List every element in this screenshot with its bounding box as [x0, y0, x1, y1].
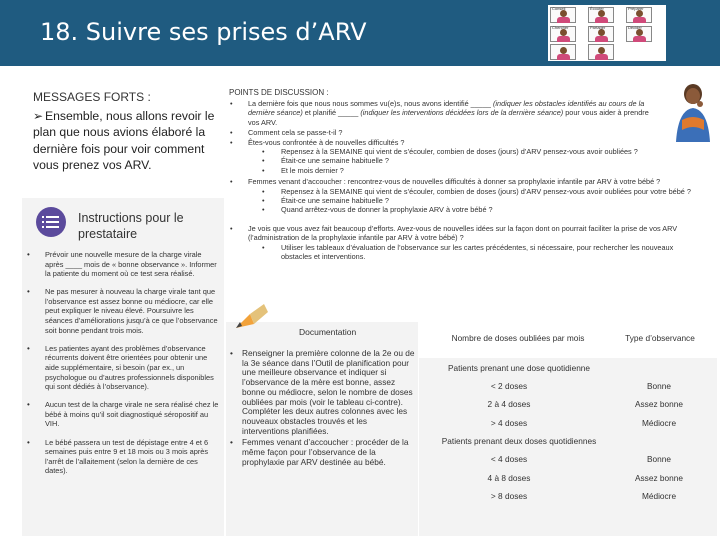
provider-instructions-heading: Instructions pour le prestataire — [78, 211, 184, 241]
thumbnail-label: Écouter — [590, 6, 604, 11]
table-group-double-dose: Patients prenant deux doses quotidiennes — [441, 436, 597, 446]
documentation-heading: Documentation — [299, 327, 357, 337]
thumbnail-7 — [550, 44, 576, 60]
table-cell-doses: > 4 doses — [490, 418, 528, 428]
table-cell-doses: > 8 doses — [490, 491, 528, 501]
documentation-item: • Renseigner la première colonne de la 2e ou de la 3e séance dans l’Outil de planification pour une meilleure observance et indiquer si l’observance de la mère est bonne, assez bonne ou médiocre, selon le nombre de doses oubliées par mois (voir le tableau ci-contre). Compléter les deux autres colonnes avec les nouveaux obstacles trouvés et les interventions planifiées. — [229, 349, 415, 436]
discussion-subpoint: • Utiliser les tableaux d’évaluation de l’observance sur les cartes précédentes, si nécessaire, pour rechercher les nouveaux obstacles et interventions. — [229, 243, 719, 262]
instruction-item: • Ne pas mesurer à nouveau la charge virale tant que l’observance est assez bonne ou médiocre, car elle peut expliquer le niveau élevé. Poursuivre les séances d’améliorations jusqu’à ce que l’observance soit bonne pendant trois mois. — [26, 287, 222, 335]
discussion-points-heading: POINTS DE DISCUSSION : — [229, 88, 329, 97]
thumbnail-8 — [588, 44, 614, 60]
thumbnail-label: Partager — [590, 25, 606, 30]
discussion-subpoint: • Était-ce une semaine habituelle ? — [229, 196, 719, 205]
thumbnail-label: Préparer — [628, 6, 644, 11]
documentation-item: • Femmes venant d’accoucher : procéder de la même façon pour l’observance de la prophylaxie par ARV destinée au bébé. — [229, 438, 415, 467]
key-messages-text — [33, 108, 221, 174]
provider-instructions-list — [26, 250, 222, 484]
table-cell-type: Médiocre — [641, 491, 677, 501]
discussion-subpoint: • Et le mois dernier ? — [229, 166, 719, 175]
discussion-subpoint: • Quand arrêtez-vous de donner la prophylaxie ARV à votre bébé ? — [229, 205, 719, 214]
key-message: Ensemble, nous allons revoir le plan que nous avions élaboré la dernière fois pour voir comment vous prenez vos ARV. — [33, 109, 215, 173]
page-title: 18. Suivre ses prises d’ARV — [40, 18, 367, 46]
counseling-steps-thumbnails — [548, 5, 666, 61]
pencil-icon — [234, 300, 268, 330]
table-cell-doses: < 2 doses — [490, 381, 528, 391]
table-cell-type: Bonne — [647, 381, 671, 391]
discussion-point: • Êtes-vous confrontée à de nouvelles difficultés ? — [229, 138, 719, 147]
discussion-point: • La dernière fois que nous nous sommes vu(e)s, nous avons identifié _____ (indiquer les obstacles identifiés au cours de la dernière séance) et planifié _____ (indiquer les interventions décidées lors de la dernière séance) pour vous aider à prendre vos ARV. — [229, 99, 719, 127]
discussion-subpoint: • Était-ce une semaine habituelle ? — [229, 156, 719, 165]
table-cell-type: Assez bonne — [635, 473, 683, 483]
instruction-item: • Le bébé passera un test de dépistage entre 4 et 6 semaines puis entre 9 et 18 mois ou 3 mois après l’arrêt de l’allaitement (selon la dernière de ces dates). — [26, 438, 222, 476]
instruction-item: • Les patientes ayant des problèmes d’observance récurrents doivent être orientées pour obtenir une aide supplémentaire, si besoin (par ex., un psychologue ou d’autres professionnels disponibles qui sont dédiés à l’observance). — [26, 344, 222, 392]
table-cell-doses: 4 à 8 doses — [487, 473, 531, 483]
thumbnail-label: Décider — [628, 25, 642, 30]
table-group-single-dose: Patients prenant une dose quotidienne — [447, 363, 591, 373]
instruction-item: • Aucun test de la charge virale ne sera réalisé chez le bébé à moins qu’il soit diagnostiqué séropositif au VIH. — [26, 400, 222, 429]
table-cell-type: Bonne — [647, 454, 671, 464]
documentation-list — [229, 349, 415, 469]
thumbnail-label: Conseil — [552, 6, 566, 11]
thumbnail-label: Chercher — [552, 25, 569, 30]
table-cell-doses: < 4 doses — [490, 454, 528, 464]
table-header-doses: Nombre de doses oubliées par mois — [451, 333, 585, 343]
arrow-bullet-icon: ➢ — [33, 109, 44, 123]
table-header-type: Type d’observance — [625, 333, 695, 343]
instruction-item: • Prévoir une nouvelle mesure de la charge virale après ____ mois de « bonne observance ». Informer la patiente du moment où ce test sera réalisé. — [26, 250, 222, 279]
table-cell-doses: 2 à 4 doses — [487, 399, 531, 409]
discussion-point: • Femmes venant d’accoucher : rencontrez-vous de nouvelles difficultés à donner sa prophylaxie infantile par ARV à votre bébé ? — [229, 177, 719, 186]
table-cell-type: Assez bonne — [635, 399, 683, 409]
discussion-point: • Comment cela se passe-t-il ? — [229, 128, 719, 137]
discussion-point: • Je vois que vous avez fait beaucoup d’efforts. Avez-vous de nouvelles idées sur la façon dont on pourrait faciliter la prise de vos ARV (l’administration de la prophylaxie infantile par ARV à votre bébé) ? — [229, 224, 719, 243]
checklist-icon — [36, 207, 66, 237]
discussion-subpoint: • Repensez à la SEMAINE qui vient de s’écouler, combien de doses (jours) d’ARV pensez-vous avoir oubliées ? — [229, 147, 719, 156]
table-cell-type: Médiocre — [641, 418, 677, 428]
discussion-points — [229, 99, 719, 262]
discussion-subpoint: • Repensez à la SEMAINE qui vient de s’écouler, combien de doses (jours) d’ARV pensez-vous avoir oubliées pour votre bébé ? — [229, 187, 719, 196]
key-messages-heading: MESSAGES FORTS : — [33, 90, 151, 104]
